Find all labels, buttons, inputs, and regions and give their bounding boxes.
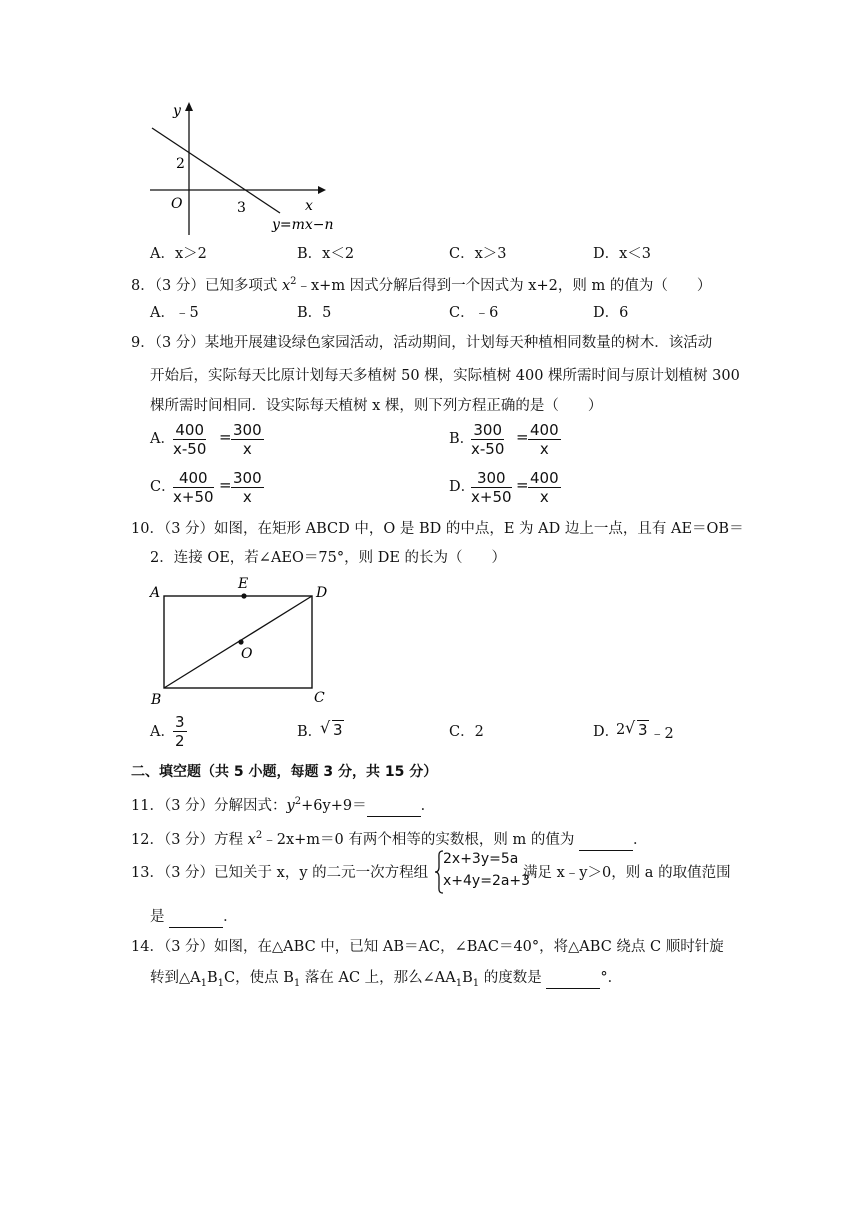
q9-d-left-fraction [471,469,512,507]
q13-answer-blank[interactable] [169,907,223,928]
q10-option-a-label: A． [150,724,175,740]
y-intercept-label: 2 [176,156,185,172]
q14-stem-line2 [150,968,622,994]
q8-option-c: C．﹣6 [449,305,499,321]
denominator: x [242,440,252,458]
q9-d-right-fraction [528,469,561,507]
y-axis-label: y [173,103,181,119]
q8-stem [131,272,711,296]
q14-degree-suffix: °． [600,970,623,986]
q14-sub: 1 [455,977,463,989]
q13-line2-prefix: 是 [150,909,170,925]
q14-text-e: B [462,970,473,986]
q10-option-b-label: B． [297,724,323,740]
denominator: x [539,440,549,458]
numerator: 300 [471,421,504,440]
q10-option-d-coef: 2 [616,722,626,738]
q13-suffix: 满足 x﹣y＞0，则 a 的取值范围 [523,865,731,881]
x-axis-label: x [305,198,313,214]
q9-option-b-label: B． [449,431,475,447]
q11-var: y [286,797,295,814]
q9-c-equals: = [219,476,232,494]
q10-stem-line2: 2．连接 OE，若∠AEO＝75°，则 DE 的长为（ ） [150,550,507,566]
q13-equation-2: x+4y=2a+3 [443,873,531,889]
q10-option-d-sqrt-icon: √ [625,718,636,737]
point-o [238,639,243,644]
denominator: x+50 [173,488,214,506]
x-intercept-label: 3 [237,200,246,216]
q14-text-f: 的度数是 [479,970,547,986]
q11-sup: 2 [294,796,302,807]
q12-period: ． [632,831,648,848]
q11-answer-blank[interactable] [367,796,421,817]
q8-text-rest: ﹣x+m 因式分解后得到一个因式为 x+2，则 m 的值为（ ） [296,277,712,294]
q14-text-c: C，使点 B [224,970,294,986]
q10-option-a-fraction [173,713,187,751]
point-e [241,593,246,598]
q8-option-a: A．﹣5 [150,305,199,321]
q9-stem-line1: 9．（3 分）某地开展建设绿色家园活动，活动期间，计划每天种植相同数量的树木．该活动 [131,335,713,351]
q14-sub: 1 [200,977,207,989]
numerator: 3 [175,713,185,731]
q12-sup: 2 [255,830,263,841]
q12-stem [131,826,647,851]
q13-equation-1: 2x+3y=5a [443,851,519,867]
q8-score: （3 分） [154,277,205,294]
q10-option-c: C．2 [449,724,484,740]
q7-option-a: A．x＞2 [150,246,207,262]
q9-c-right-fraction [231,469,264,507]
q10-option-d-label: D． [593,724,620,740]
q9-a-left-fraction [173,421,206,459]
q13-period: ． [223,909,238,925]
q7-graph [140,95,370,240]
numerator: 300 [233,469,262,487]
denominator: x-50 [173,440,207,458]
denominator: 2 [175,732,185,750]
denominator: x [242,488,252,506]
q10-stem-line1: 10．（3 分）如图，在矩形 ABCD 中，O 是 BD 的中点，E 为 AD 边上一点，且有 AE＝OB＝ [131,521,744,537]
numerator: 400 [173,469,214,488]
q8-option-b: B．5 [297,305,332,321]
line-equation-label: y=mx−n [272,217,334,233]
section-2-heading: 二、填空题（共 5 小题，每题 3 分，共 15 分） [131,764,438,780]
label-d: D [316,585,328,601]
q9-option-c-label: C． [150,479,176,495]
label-o: O [241,646,253,662]
q10-option-b-radicand: 3 [333,721,343,739]
q14-text-b: B [207,970,218,986]
label-b: B [151,692,162,708]
origin-label: O [171,196,183,212]
q8-option-d: D．6 [593,305,629,321]
q14-sub: 1 [472,977,480,989]
q9-stem-line3: 棵所需时间相同．设实际每天植树 x 棵，则下列方程正确的是（ ） [150,398,603,414]
numerator: 400 [530,469,559,487]
q9-a-right-fraction [231,421,264,459]
q14-answer-blank[interactable] [546,968,600,989]
numerator: 300 [471,469,512,488]
q10-rectangle-figure [140,572,340,712]
denominator: x-50 [471,440,505,458]
q8-var: x [281,277,291,294]
q9-b-left-fraction [471,421,504,459]
q8-num: 8． [131,277,155,294]
q11-expr: +6y+9＝ [301,797,367,814]
numerator: 400 [173,421,206,440]
q12-text: ﹣2x+m＝0 有两个相等的实数根，则 m 的值为 [262,831,579,848]
q10-option-d-tail: ﹣2 [650,726,674,742]
q11-period: ． [420,797,436,814]
q7-option-d: D．x＜3 [593,246,652,262]
q13-line2 [150,907,238,928]
y-axis-arrow [185,102,193,111]
denominator: x [539,488,549,506]
q9-option-a-label: A． [150,431,175,447]
numerator: 300 [233,421,262,439]
q9-b-equals: = [516,428,529,446]
q14-text-a: 转到△A [150,970,201,986]
q8-sup: 2 [290,276,297,287]
denominator: x+50 [471,488,512,506]
q12-prefix: 12．（3 分）方程 [131,831,248,848]
q14-text-d: 落在 AC 上，那么∠AA [300,970,456,986]
numerator: 400 [530,421,559,439]
q14-stem-line1: 14．（3 分）如图，在△ABC 中，已知 AB＝AC，∠BAC＝40°，将△ABC 绕点 C 顺时针旋 [131,939,724,955]
q10-option-b-sqrt-icon: √ [320,718,331,737]
q12-answer-blank[interactable] [579,830,633,851]
q10-option-d-radicand: 3 [638,721,648,739]
q9-option-d-label: D． [449,479,476,495]
label-e: E [238,576,249,592]
q9-a-equals: = [219,428,232,446]
label-a: A [150,585,161,601]
q7-option-b: B．x＜2 [297,246,355,262]
q9-d-equals: = [516,476,529,494]
label-c: C [314,690,325,706]
q7-option-c: C．x＞3 [449,246,507,262]
q11-prefix: 11．（3 分）分解因式： [131,797,287,814]
diagonal-bd [164,596,312,688]
q8-text: 已知多项式 [204,277,282,294]
q12-var: x [247,831,256,848]
q9-c-left-fraction [173,469,214,507]
q14-sub: 1 [293,977,301,989]
q9-b-right-fraction [528,421,561,459]
q14-sub: 1 [217,977,225,989]
x-axis-arrow [318,186,326,194]
q9-stem-line2: 开始后，实际每天比原计划每天多植树 50 棵，实际植树 400 棵所需时间与原计划植树 300 [150,368,740,384]
q11-stem [131,792,435,817]
q13-prefix: 13．（3 分）已知关于 x，y 的二元一次方程组 [131,865,429,881]
